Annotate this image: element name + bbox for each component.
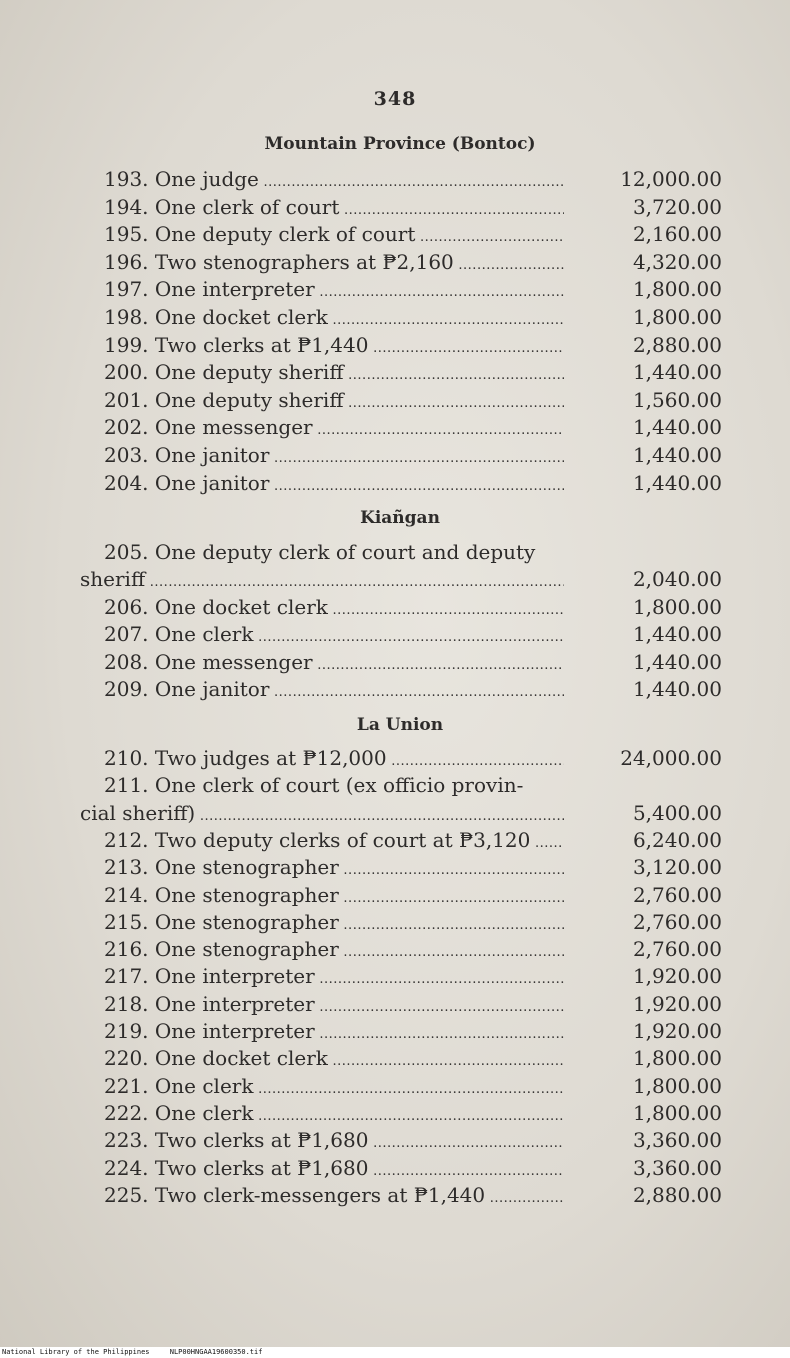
item-amount: 1,440.00 [632, 622, 722, 647]
item-description: 202. One messenger ..... [104, 414, 564, 444]
item-amount: 1,920.00 [632, 1019, 722, 1043]
item-amount: 1,800.00 [632, 594, 722, 619]
budget-line-item [0, 1100, 790, 1127]
item-description: 206. One docket clerk ..... [104, 594, 564, 624]
budget-line-item [0, 991, 790, 1018]
item-description: 225. Two clerk-messengers at ₱1,440 ..... [104, 1182, 564, 1212]
item-description: 196. Two stenographers at ₱2,160 ..... [104, 249, 564, 279]
item-amount: 24,000.00 [620, 746, 722, 770]
item-amount: 1,920.00 [632, 991, 722, 1016]
item-amount: 2,760.00 [632, 909, 722, 934]
item-amount: 4,320.00 [632, 249, 722, 274]
budget-line-item [0, 854, 790, 881]
budget-line-item [0, 1018, 790, 1045]
item-amount: 2,760.00 [632, 937, 722, 962]
item-description: 195. One deputy clerk of court ..... [104, 221, 564, 251]
item-description-continuation: cial sheriff) ..... [80, 800, 564, 830]
budget-line-item [0, 936, 790, 963]
budget-line-item [0, 442, 790, 469]
item-description: 219. One interpreter ..... [104, 1018, 564, 1048]
item-description: 205. One deputy clerk of court and deputy [104, 540, 536, 564]
budget-line-item [0, 1127, 790, 1154]
item-amount: 5,400.00 [632, 800, 722, 825]
item-amount: 2,160.00 [632, 222, 722, 247]
item-amount: 1,440.00 [632, 649, 722, 674]
item-description: 199. Two clerks at ₱1,440 ..... [104, 332, 564, 362]
item-description: 211. One clerk of court (ex officio provin- [104, 773, 524, 798]
item-description: 214. One stenographer ..... [104, 882, 564, 912]
budget-line-item [0, 772, 790, 799]
item-amount: 1,560.00 [632, 387, 722, 412]
item-description: 217. One interpreter ..... [104, 963, 564, 993]
item-amount: 1,440.00 [632, 415, 722, 440]
budget-line-item [0, 1182, 790, 1209]
budget-line-item [0, 1073, 790, 1100]
section-heading: La Union [356, 715, 444, 735]
budget-line-item [0, 882, 790, 909]
budget-line-item [0, 649, 790, 676]
item-description: 218. One interpreter ..... [104, 991, 564, 1021]
item-amount: 2,760.00 [632, 882, 722, 907]
item-amount: 6,240.00 [632, 827, 722, 852]
section-heading: Mountain Province (Bontoc) [264, 134, 536, 154]
budget-line-item [0, 249, 790, 276]
item-description: 198. One docket clerk ..... [104, 304, 564, 334]
item-amount: 1,800.00 [632, 305, 722, 329]
item-amount: 1,920.00 [632, 964, 722, 989]
item-amount: 1,800.00 [632, 1046, 722, 1071]
item-description: 212. Two deputy clerks of court at ₱3,120 ..... [104, 827, 564, 857]
budget-line-item [0, 304, 790, 331]
section-heading: Kiañgan [360, 508, 440, 528]
item-amount: 12,000.00 [620, 167, 722, 191]
budget-line-item [0, 909, 790, 936]
budget-line-item [0, 676, 790, 703]
item-amount: 1,440.00 [632, 470, 722, 495]
item-description-continuation: sheriff ..... [80, 566, 564, 596]
item-description: 201. One deputy sheriff ..... [104, 387, 564, 417]
item-amount: 3,120.00 [632, 855, 722, 880]
item-description: 224. Two clerks at ₱1,680 ..... [104, 1155, 564, 1185]
budget-line-item [0, 414, 790, 441]
budget-line-item [0, 594, 790, 621]
item-description: 210. Two judges at ₱12,000 ..... [104, 745, 564, 775]
item-description: 215. One stenographer ..... [104, 909, 564, 939]
budget-line-item [0, 470, 790, 497]
budget-line-item [0, 194, 790, 221]
item-amount: 3,360.00 [632, 1155, 722, 1180]
budget-line-item [0, 621, 790, 648]
item-description: 220. One docket clerk ..... [104, 1045, 564, 1075]
item-description: 216. One stenographer ..... [104, 936, 564, 966]
footer-file: NLP00HNGAA19600350.tif [169, 1348, 263, 1356]
budget-line-item [0, 539, 790, 566]
item-description: 197. One interpreter ..... [104, 276, 564, 306]
budget-line-item [0, 1155, 790, 1182]
item-amount: 1,440.00 [632, 443, 722, 467]
budget-line-item [0, 359, 790, 386]
item-description: 203. One janitor ..... [104, 442, 564, 472]
budget-line-item [0, 963, 790, 990]
item-amount: 1,440.00 [632, 360, 722, 385]
budget-line-item [0, 387, 790, 414]
budget-line-item [0, 1045, 790, 1072]
item-description: 213. One stenographer ..... [104, 854, 564, 884]
page-number: 348 [373, 88, 417, 110]
item-description: 200. One deputy sheriff ..... [104, 359, 564, 389]
budget-line-item [0, 166, 790, 193]
item-description: 223. Two clerks at ₱1,680 ..... [104, 1127, 564, 1157]
scan-footer [0, 1347, 790, 1358]
item-amount: 3,360.00 [632, 1128, 722, 1153]
item-description: 222. One clerk ..... [104, 1100, 564, 1130]
item-description: 193. One judge ..... [104, 166, 564, 196]
footer-library: National Library of the Philippines [2, 1348, 150, 1356]
item-description: 204. One janitor ..... [104, 470, 564, 500]
budget-line-continuation [0, 566, 790, 593]
item-amount: 3,720.00 [632, 194, 722, 219]
item-amount: 1,440.00 [632, 677, 722, 701]
budget-line-item [0, 745, 790, 772]
item-description: 209. One janitor ..... [104, 676, 564, 706]
item-amount: 1,800.00 [632, 277, 722, 302]
budget-line-item [0, 221, 790, 248]
item-description: 221. One clerk ..... [104, 1073, 564, 1103]
item-amount: 1,800.00 [632, 1073, 722, 1098]
item-description: 207. One clerk ..... [104, 621, 564, 651]
item-description: 194. One clerk of court ..... [104, 194, 564, 224]
item-amount: 2,880.00 [632, 332, 722, 357]
budget-line-item [0, 827, 790, 854]
item-amount: 2,880.00 [632, 1182, 722, 1207]
item-amount: 2,040.00 [632, 567, 722, 592]
item-description: 208. One messenger ..... [104, 649, 564, 679]
budget-line-item [0, 276, 790, 303]
budget-line-continuation [0, 800, 790, 827]
item-amount: 1,800.00 [632, 1100, 722, 1125]
budget-line-item [0, 332, 790, 359]
